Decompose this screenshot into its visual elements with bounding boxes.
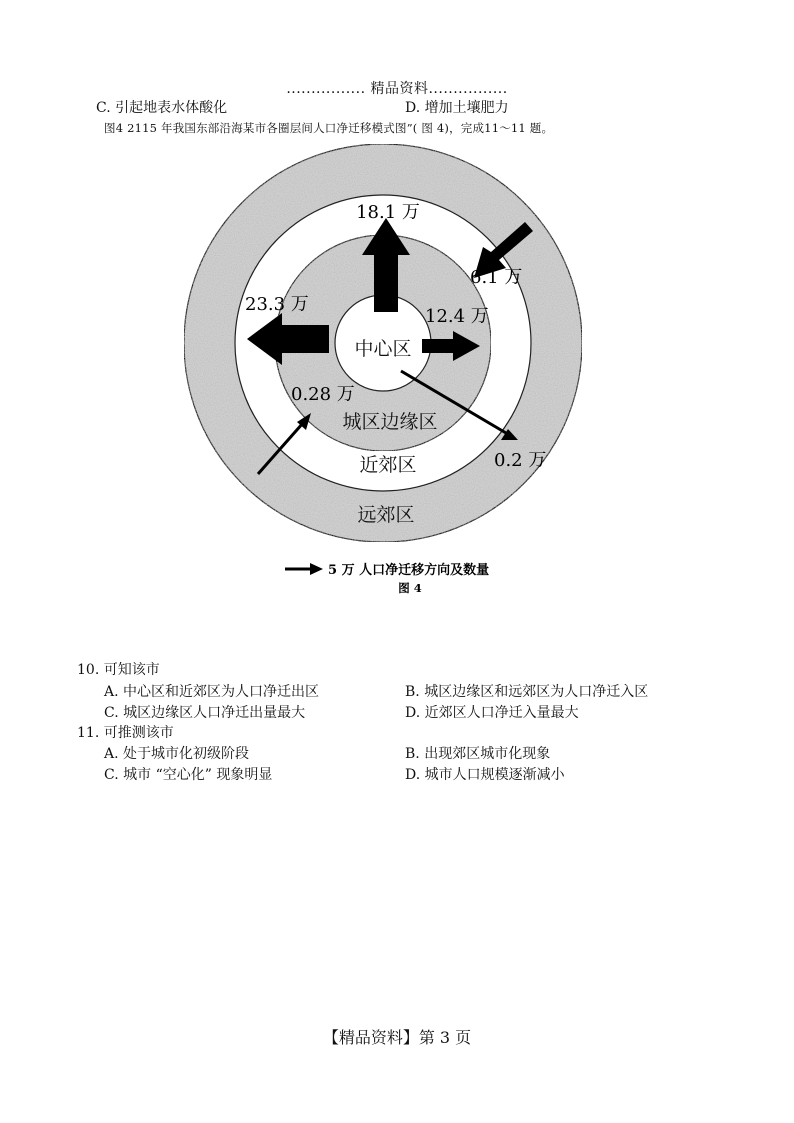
prev-option-d: D. 增加土壤肥力	[405, 100, 509, 116]
question-10-option-d: D. 近郊区人口净迁入量最大	[405, 705, 579, 721]
near-suburb-label: 近郊区	[359, 454, 417, 476]
question-10-option-a: A. 中心区和近郊区为人口净迁出区	[104, 684, 320, 700]
question-text: 可知该市	[103, 662, 160, 678]
page-header: ................ 精品资料................	[286, 81, 508, 97]
question-10-option-c: C. 城区边缘区人口净迁出量最大	[104, 705, 306, 721]
flow-label-up: 18.1 万	[356, 202, 420, 223]
flow-label-ne: 6.1 万	[470, 267, 523, 288]
flow-label-sw: 0.28 万	[291, 384, 355, 405]
prev-option-c: C. 引起地表水体酸化	[96, 100, 228, 116]
question-11-option-c: C. 城市 “空心化” 现象明显	[104, 767, 273, 783]
flow-label-right: 12.4 万	[425, 306, 489, 327]
question-11-option-d: D. 城市人口规模逐渐减小	[405, 767, 565, 783]
far-suburb-label: 远郊区	[357, 504, 415, 526]
legend-text: 5 万 人口净迁移方向及数量	[328, 563, 490, 578]
legend-arrow	[285, 563, 323, 575]
question-text: 可推测该市	[103, 725, 174, 741]
question-number: 11.	[77, 725, 100, 741]
urban-edge-label: 城区边缘区	[342, 411, 438, 433]
flow-label-left: 23.3 万	[245, 294, 309, 315]
question-11-option-a: A. 处于城市化初级阶段	[104, 746, 250, 762]
question-number: 10.	[77, 662, 100, 678]
question-10-option-b: B. 城区边缘区和远郊区为人口净迁入区	[405, 684, 649, 700]
center-zone-label: 中心区	[354, 338, 412, 360]
flow-label-se: 0.2 万	[494, 450, 547, 471]
page-footer: 【精品资料】第 3 页	[322, 1028, 472, 1047]
figure-caption: 图4 2115 年我国东部沿海某市各圈层间人口净迁移模式图”( 图 4)，完成11～11 题。	[104, 121, 554, 135]
question-11-option-b: B. 出现郊区城市化现象	[405, 746, 551, 762]
question-10-stem	[77, 659, 160, 679]
question-11-stem	[77, 722, 174, 742]
figure-label: 图 4	[398, 581, 422, 595]
